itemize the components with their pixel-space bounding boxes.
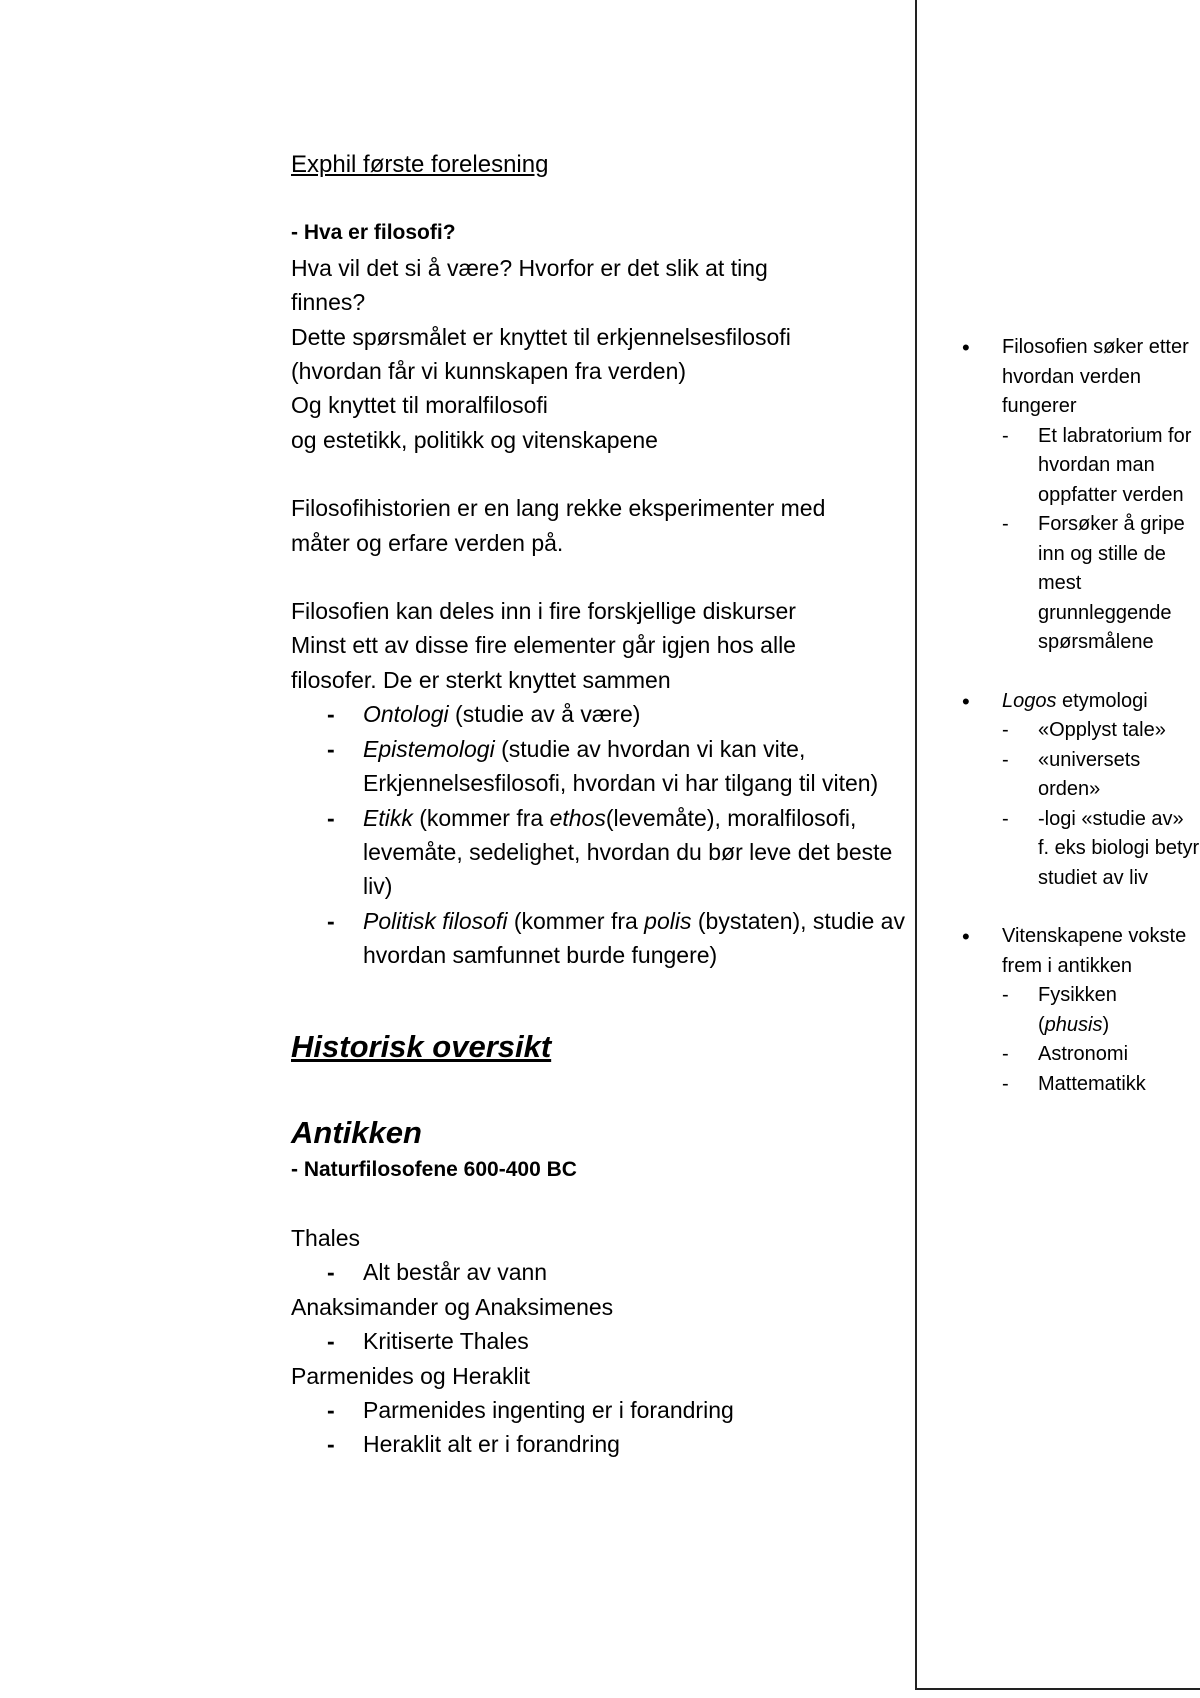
term: Politisk filosofi [363, 907, 508, 934]
naturfilosofene-heading: - Naturfilosofene 600-400 BC [291, 1157, 577, 1181]
item-text: (levemåte), moralfilosofi, levemåte, sedelighet, hvordan du bør leve det beste liv) [363, 804, 893, 900]
paren: ( [1038, 1013, 1045, 1036]
note-term: Logos [1002, 689, 1057, 712]
intro-line: og estetikk, politikk og vitenskapene [291, 426, 658, 453]
margin-notes [960, 333, 1200, 1099]
note-subitem: - Mattematikk [1038, 1070, 1200, 1100]
intro-line: finnes? [291, 289, 366, 316]
list-item: - Alt består av vann [363, 1255, 911, 1289]
note-subitems [960, 422, 1200, 658]
list-item [363, 801, 911, 904]
item-text: (kommer fra [412, 804, 550, 831]
note-subitem: - «universets orden» [1038, 746, 1200, 805]
item-text: (studie av hvordan vi kan vite, Erkjennelsesfilosofi, hvordan vi har tilgang til viten) [363, 735, 879, 797]
term: polis [644, 907, 692, 934]
philosopher-points [291, 1393, 911, 1462]
note-subitem: - «Opplyst tale» [1038, 716, 1200, 746]
main-notes [291, 148, 911, 1462]
item-text: (bystaten), studie av hvordan samfunnet burde fungere) [363, 907, 905, 969]
note-item [960, 922, 1200, 1099]
intro-line: Hva vil det si å være? Hvorfor er det slik at ting [291, 254, 768, 281]
philosopher-name: Thales [291, 1224, 361, 1251]
note-subitem [1038, 981, 1200, 1040]
note-subitem: - -logi «studie av» f. eks biologi betyr studiet av liv [1038, 805, 1200, 894]
history-line: måter og erfare verden på. [291, 529, 564, 556]
note-subitem: - Et labratorium for hvordan man oppfatter verden [1038, 422, 1200, 511]
list-item: - Kritiserte Thales [363, 1324, 911, 1358]
term: ethos [549, 804, 606, 831]
list-item: - Parmenides ingenting er i forandring [363, 1393, 911, 1427]
term: Ontologi [363, 701, 449, 728]
list-item [363, 904, 911, 973]
philosopher-points [291, 1324, 911, 1358]
philosopher-points [291, 1255, 911, 1289]
page-title: Exphil første forelesning [291, 151, 549, 178]
note-subitems [960, 716, 1200, 893]
note-text: etymologi [1056, 689, 1148, 712]
note-subitem: - Forsøker å gripe inn og stille de mest grunnleggende spørsmålene [1038, 510, 1200, 658]
item-text: (kommer fra [507, 907, 645, 934]
intro-line: Dette spørsmålet er knyttet til erkjennelsesfilosofi [291, 323, 791, 350]
note-subitems [960, 981, 1200, 1099]
discourse-line: Filosofien kan deles inn i fire forskjellige diskurser [291, 598, 796, 625]
history-line: Filosofihistorien er en lang rekke eksperimenter med [291, 495, 826, 522]
paren: ) [1102, 1013, 1110, 1036]
philosopher-name: Parmenides og Heraklit [291, 1362, 531, 1389]
intro-line: Og knyttet til moralfilosofi [291, 392, 548, 419]
discourse-line: Minst ett av disse fire elementer går igjen hos alle [291, 632, 796, 659]
list-item [363, 732, 911, 801]
list-item [363, 697, 911, 731]
discourse-list [291, 697, 911, 972]
note-subitem-text: Fysikken [1038, 984, 1117, 1006]
intro-line: (hvordan får vi kunnskapen fra verden) [291, 358, 687, 385]
note-text: Filosofien søker etter hvordan verden fungerer [1002, 336, 1189, 417]
list-item: - Heraklit alt er i forandring [363, 1427, 911, 1461]
historisk-heading: Historisk oversikt [291, 1028, 552, 1064]
term: Etikk [363, 804, 413, 831]
item-text: (studie av å være) [448, 701, 641, 728]
term: Epistemologi [363, 735, 495, 762]
discourse-line: filosofer. De er sterkt knyttet sammen [291, 666, 671, 693]
note-item [960, 333, 1200, 658]
question-heading: - Hva er filosofi? [291, 221, 456, 245]
note-term: phusis [1044, 1013, 1103, 1036]
antikken-heading: Antikken [291, 1114, 422, 1150]
note-text: Vitenskapene vokste frem i antikken [1002, 925, 1187, 977]
note-item [960, 687, 1200, 894]
note-subitem: - Astronomi [1038, 1040, 1200, 1070]
philosopher-name: Anaksimander og Anaksimenes [291, 1293, 614, 1320]
